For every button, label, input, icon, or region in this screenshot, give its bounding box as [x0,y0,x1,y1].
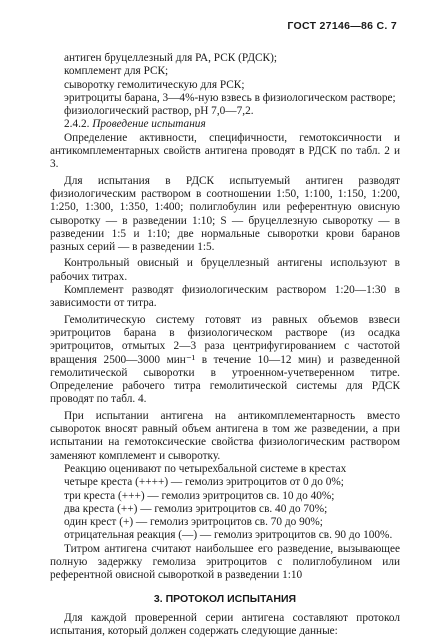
list-item: Титром антигена считают наибольшее его разведение, вызывающее полную задержку гемолиза эритроцитов с полиглобулином или референтной овисной сывороткой в разведении 1:10 [50,542,400,582]
list-item: сыворотку гемолитическую для РСК; [64,78,245,91]
subsection-number: 2.4.2. [64,118,90,131]
subsection-heading [50,118,400,131]
section-title: 3. ПРОТОКОЛ ИСПЫТАНИЯ [153,592,297,605]
paragraph: Реакцию оценивают по четырехбальной системе в крестах [64,462,347,475]
list-item: три креста (+++) — гемолиз эритроцитов св. 10 до 40%; [64,489,335,502]
subsection-title: Проведение испытания [92,118,206,131]
list-item: физиологический раствор, pH 7,0—7,2. [64,105,254,118]
list-item: антиген бруцеллезный для РА, РСК (РДСК); [64,52,277,64]
document-body [50,52,400,638]
paragraph: Для испытания в РДСК испытуемый антиген разводят физиологическим раствором в соотношении 1:50, 1:100, 1:150, 1:200, 1:250, 1:300, 1:350, 1:400; полиглобулин или референтную овисную сыворотку — в разведении 1:10; S — бруцеллезную сыворотку — в разведении 1:5 и 1:10; две нормальные сыворотки крови баранов разных серий — в разведении 1:5. [50,174,400,254]
paragraph: Для каждой проверенной серии антигена составляют протокол испытания, который должен содержать следующие данные: [50,611,400,638]
paragraph: Определение активности, специфичности, гемотоксичности и антикомплементарных свойств антигена проводят в РДСК по табл. 2 и 3. [50,131,400,171]
list-item: эритроциты барана, 3—4%-ную взвесь в физиологическом растворе; [64,91,396,104]
list-item: один крест (+) — гемолиз эритроцитов св. 70 до 90%; [64,516,323,529]
list-item: отрицательная реакция (—) — гемолиз эритроцитов св. 90 до 100%. [64,529,393,542]
paragraph: Комплемент разводят физиологическим раствором 1:20—1:30 в зависимости от титра. [50,284,400,310]
list-item: четыре креста (++++) — гемолиз эритроцитов от 0 до 0%; [64,476,344,489]
paragraph: Гемолитическую систему готовят из равных объемов взвеси эритроцитов барана в физиологическом растворе (из осадка эритроцитов, отмытых 2—3 раза центрифугированием с частотой вращения 2500—3000 мин⁻¹ в течение 10—12 мин) и разведенной гемолитической сыворотки в утроенном-учетверенном титре. Определение рабочего титра гемолитической системы для РДСК проводят по табл. 4. [50,313,400,406]
list-item: комплемент для РСК; [64,65,169,78]
list-item: два креста (++) — гемолиз эритроцитов св. 40 до 70%; [64,502,328,515]
page-header: ГОСТ 27146—86 С. 7 [287,20,397,32]
paragraph: При испытании антигена на антикомплементарность вместо сывороток вносят равный объем антигена в том же разведении, а при испытании на гемотоксические свойства физиологическим раствором заменяют комплемент и сыворотку. [50,409,400,462]
paragraph: Контрольный овисный и бруцеллезный антигены используют в рабочих титрах. [50,257,400,283]
